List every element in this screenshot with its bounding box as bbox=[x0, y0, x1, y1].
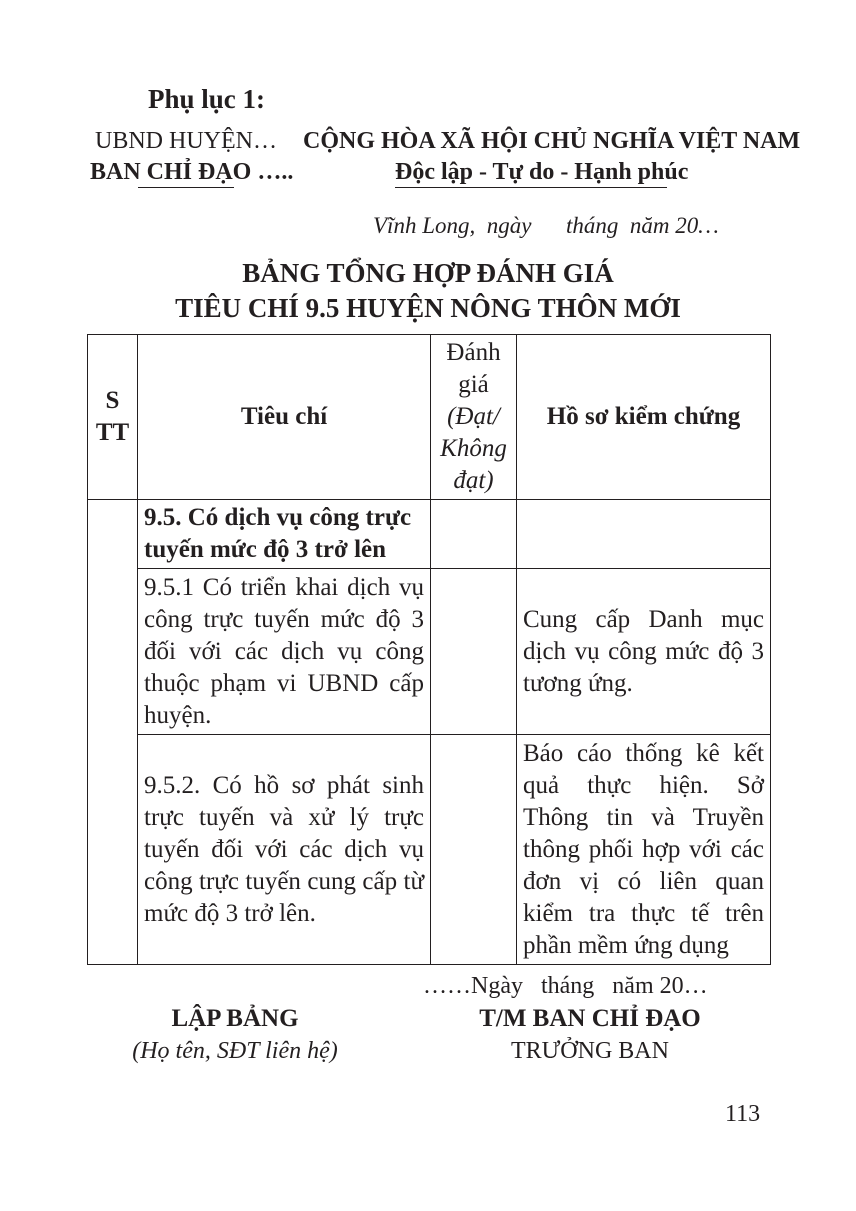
header-stt-line2: TT bbox=[95, 419, 130, 446]
committee-name: BAN CHỈ ĐẠO ….. bbox=[90, 159, 294, 185]
prepared-by-title: LẬP BẢNG bbox=[171, 1005, 299, 1032]
prepared-by-sub: (Họ tên, SĐT liên hệ) bbox=[132, 1038, 338, 1064]
assessment-cell bbox=[431, 735, 517, 965]
stt-cell bbox=[88, 500, 138, 965]
signer-title: T/M BAN CHỈ ĐẠO bbox=[479, 1005, 701, 1032]
signer-sub: TRƯỞNG BAN bbox=[511, 1038, 669, 1064]
header-criteria: Tiêu chí bbox=[138, 335, 431, 500]
table-row bbox=[88, 500, 771, 569]
motto-underline bbox=[395, 187, 667, 188]
assessment-cell bbox=[431, 500, 517, 569]
criteria-cell: 9.5.1 Có triển khai dịch vụ công trực tuyến mức độ 3 đối với các dịch vụ công thuộc phạm vi UBND cấp huyện. bbox=[138, 569, 431, 735]
place-date: Vĩnh Long, ngày tháng năm 20… bbox=[373, 213, 719, 238]
assessment-cell bbox=[431, 569, 517, 735]
agency-name: UBND HUYỆN… bbox=[95, 128, 277, 154]
header-assessment-label: Đánh giá bbox=[446, 339, 501, 398]
committee-underline bbox=[138, 187, 234, 188]
appendix-label: Phụ lục 1: bbox=[148, 84, 266, 114]
evidence-cell: Cung cấp Danh mục dịch vụ công mức độ 3 tương ứng. bbox=[517, 569, 771, 735]
header-assessment bbox=[431, 335, 517, 500]
evidence-cell: Báo cáo thống kê kết quả thực hiện. Sở Thông tin và Truyền thông phối hợp với các đơn vị có liên quan kiểm tra thực tế trên phần mềm ứng dụng bbox=[517, 735, 771, 965]
document-title-line2: TIÊU CHÍ 9.5 HUYỆN NÔNG THÔN MỚI bbox=[175, 293, 681, 323]
header-evidence: Hồ sơ kiểm chứng bbox=[517, 335, 771, 500]
national-motto: Độc lập - Tự do - Hạnh phúc bbox=[395, 159, 689, 185]
document-title-line1: BẢNG TỔNG HỢP ĐÁNH GIÁ bbox=[242, 258, 614, 288]
criteria-cell: 9.5. Có dịch vụ công trực tuyến mức độ 3 trở lên bbox=[138, 500, 431, 569]
page-number: 113 bbox=[725, 1101, 761, 1127]
signature-date: ……Ngày tháng năm 20… bbox=[423, 973, 708, 999]
national-title: CỘNG HÒA XÃ HỘI CHỦ NGHĨA VIỆT NAM bbox=[303, 128, 801, 154]
criteria-table bbox=[87, 334, 771, 965]
criteria-cell: 9.5.2. Có hồ sơ phát sinh trực tuyến và xử lý trực tuyến đối với các dịch vụ công trực tuyến cung cấp từ mức độ 3 trở lên. bbox=[138, 735, 431, 965]
table-header-row bbox=[88, 335, 771, 500]
evidence-cell bbox=[517, 500, 771, 569]
header-stt bbox=[88, 335, 138, 500]
table-row bbox=[88, 735, 771, 965]
header-assessment-sub: (Đạt/ Không đạt) bbox=[440, 403, 507, 494]
header-stt-line1: S bbox=[105, 387, 120, 414]
table-row bbox=[88, 569, 771, 735]
